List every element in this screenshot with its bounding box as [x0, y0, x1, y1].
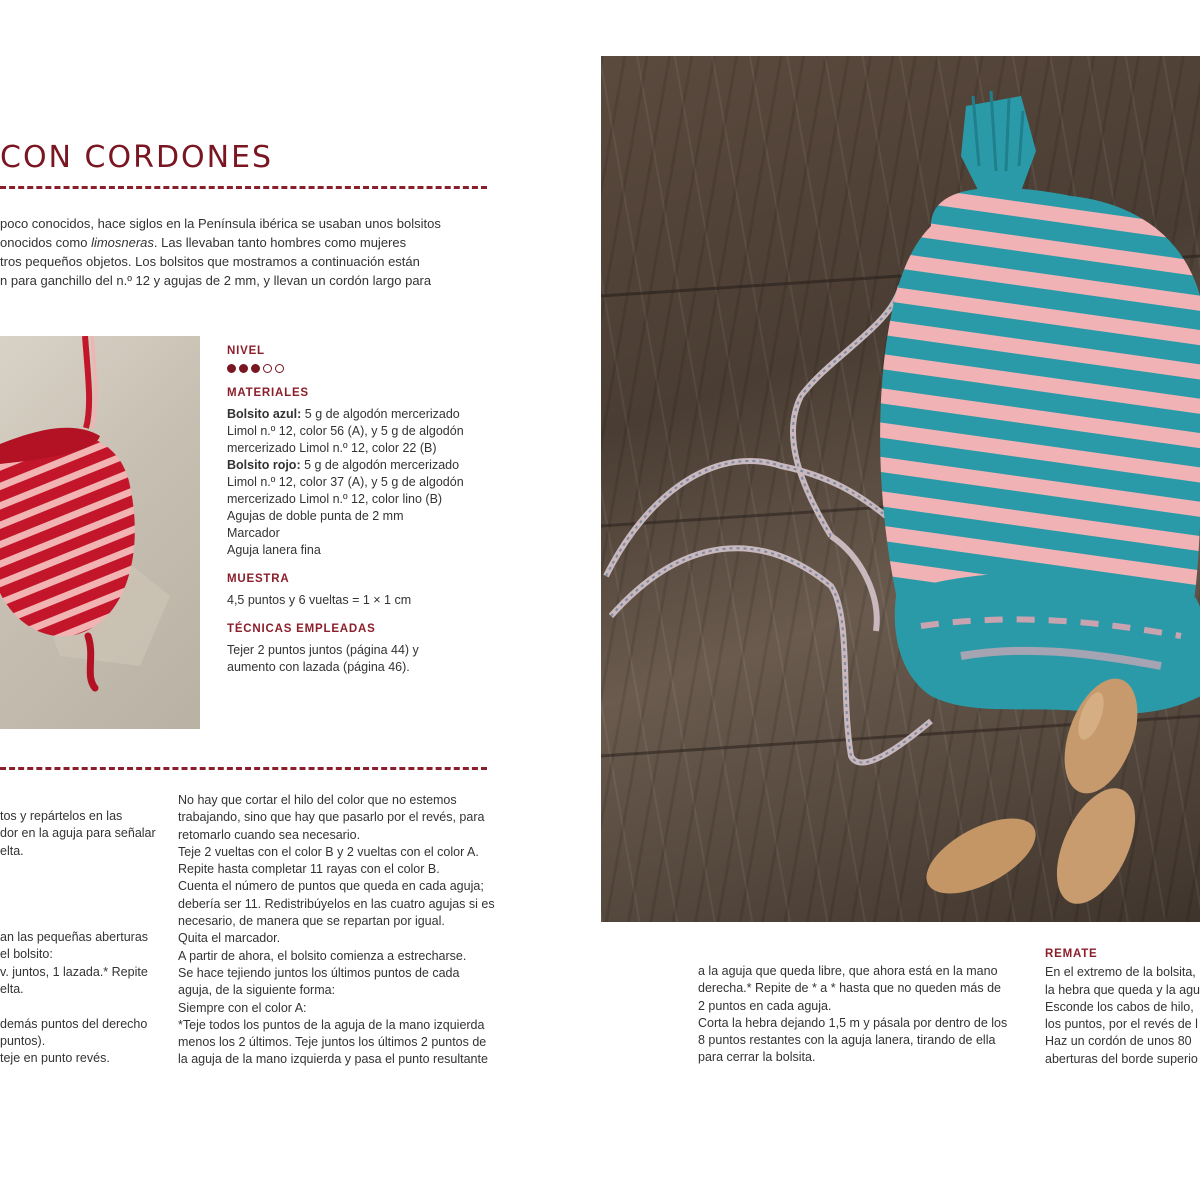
intro-line: onocidos como limosneras. Las llevaban tanto hombres como mujeres [0, 235, 407, 250]
instruction-line: an las pequeñas aberturas [0, 930, 149, 945]
intro-line: n para ganchillo del n.º 12 y agujas de 2 mm, y llevan un cordón largo para [0, 273, 432, 288]
instruction-line: derecha.* Repite de * a * hasta que no queden más de [698, 981, 1001, 996]
instruction-line [0, 877, 165, 894]
instruction-line: No hay que cortar el hilo del color que no estemos [178, 793, 457, 807]
blue-bag-illustration [601, 56, 1200, 922]
page-title: CON CORDONES [0, 140, 274, 175]
level-heading: NIVEL [227, 345, 265, 357]
instruction-line: *Teje todos los puntos de la aguja de la mano izquierda [178, 1017, 485, 1032]
instruction-line: retomarlo cuando sea necesario. [178, 827, 361, 842]
finish-section [1045, 946, 1200, 1076]
finish-heading: REMATE [1045, 948, 1098, 960]
sample-heading: MUESTRA [227, 573, 290, 585]
pattern-info [227, 343, 507, 703]
level-dot-filled [239, 364, 248, 373]
instruction-line: trabajando, sino que hay que pasarlo por el revés, para [178, 810, 485, 825]
level-dot-empty [275, 364, 284, 373]
level-dot-empty [263, 364, 272, 373]
instruction-line: elta. [0, 843, 24, 858]
instruction-line: debería ser 11. Redistribúyelos en las cuatro agujas si es [178, 896, 495, 911]
instruction-line: 8 puntos restantes con la aguja lanera, tirando de ella [698, 1033, 996, 1048]
instruction-line [0, 860, 165, 877]
instruction-line: dor en la aguja para señalar [0, 826, 156, 841]
finish-line: Esconde los cabos de hilo, [1045, 999, 1194, 1014]
sample-text: 4,5 puntos y 6 vueltas = 1 × 1 cm [227, 593, 412, 607]
materials-line: Bolsito azul: 5 g de algodón mercerizado [227, 407, 460, 421]
instructions-column-3 [698, 963, 1028, 1073]
instruction-line: a la aguja que queda libre, que ahora está en la mano [698, 964, 998, 978]
materials-line: mercerizado Limol n.º 12, color lino (B) [227, 492, 443, 506]
finish-line: aberturas del borde superio [1045, 1051, 1198, 1066]
instruction-line: Quita el marcador. [178, 931, 281, 946]
instruction-line: el bolsito: [0, 947, 53, 962]
instruction-line: la aguja de la mano izquierda y pasa el punto resultante [178, 1052, 488, 1067]
instruction-line: Corta la hebra dejando 1,5 m y pásala por dentro de los [698, 1015, 1008, 1030]
materials-line: Limol n.º 12, color 56 (A), y 5 g de algodón [227, 424, 464, 438]
level-dot-filled [227, 364, 236, 373]
instructions-column-2 [178, 792, 508, 1077]
instruction-line: necesario, de manera que se repartan por igual. [178, 914, 445, 929]
techniques-line: Tejer 2 puntos juntos (página 44) y [227, 643, 419, 657]
instruction-line [0, 998, 165, 1015]
instruction-line: Siempre con el color A: [178, 1000, 307, 1015]
intro-paragraph [0, 214, 485, 294]
materials-line: Agujas de doble punta de 2 mm [227, 509, 404, 523]
finish-line: los puntos, por el revés de l [1045, 1017, 1198, 1032]
instruction-line: 2 puntos en cada aguja. [698, 998, 832, 1013]
instruction-line: demás puntos del derecho [0, 1016, 148, 1031]
instruction-line: A partir de ahora, el bolsito comienza a estrecharse. [178, 948, 467, 963]
finish-line: la hebra que queda y la agu [1045, 982, 1200, 997]
techniques-heading: TÉCNICAS EMPLEADAS [227, 623, 376, 635]
materials-line: Bolsito rojo: 5 g de algodón mercerizado [227, 458, 460, 472]
sample-section [227, 571, 507, 609]
instruction-line: Repite hasta completar 11 rayas con el color B. [178, 862, 440, 877]
instruction-line: tos y repártelos en las [0, 809, 123, 823]
instruction-line: teje en punto revés. [0, 1051, 110, 1066]
techniques-line: aumento con lazada (página 46). [227, 660, 410, 674]
section-divider [0, 767, 487, 770]
level-rating [227, 364, 507, 373]
instructions-column-1 [0, 808, 165, 1073]
materials-section [227, 385, 507, 559]
instruction-line: para cerrar la bolsita. [698, 1050, 816, 1065]
title-divider [0, 186, 487, 189]
instruction-line: elta. [0, 981, 24, 996]
materials-line: Limol n.º 12, color 37 (A), y 5 g de algodón [227, 475, 464, 489]
instruction-line: Se hace tejiendo juntos los últimos puntos de cada [178, 965, 460, 980]
instruction-line [0, 894, 165, 911]
level-dot-filled [251, 364, 260, 373]
instruction-line: puntos). [0, 1033, 46, 1048]
intro-line: tros pequeños objetos. Los bolsitos que mostramos a continuación están [0, 254, 420, 269]
materials-line: Marcador [227, 526, 280, 540]
materials-heading: MATERIALES [227, 387, 309, 399]
instruction-line [0, 912, 165, 929]
blue-bag-photo [601, 56, 1200, 922]
materials-line: Aguja lanera fina [227, 543, 321, 557]
instruction-line: v. juntos, 1 lazada.* Repite [0, 964, 148, 979]
red-bag-illustration [0, 336, 200, 729]
instruction-line: Teje 2 vueltas con el color B y 2 vueltas con el color A. [178, 844, 479, 859]
level-section [227, 343, 507, 373]
instruction-line: aguja, de la siguiente forma: [178, 983, 336, 998]
finish-line: En el extremo de la bolsita, [1045, 965, 1196, 980]
techniques-section [227, 621, 507, 676]
intro-line: poco conocidos, hace siglos en la Península ibérica se usaban unos bolsitos [0, 216, 441, 231]
instruction-line: menos los 2 últimos. Teje juntos los últimos 2 puntos de [178, 1035, 487, 1050]
instruction-line: Cuenta el número de puntos que queda en cada aguja; [178, 879, 484, 894]
materials-line: mercerizado Limol n.º 12, color 22 (B) [227, 441, 437, 455]
red-bag-photo [0, 336, 200, 729]
finish-line: Haz un cordón de unos 80 [1045, 1034, 1192, 1049]
